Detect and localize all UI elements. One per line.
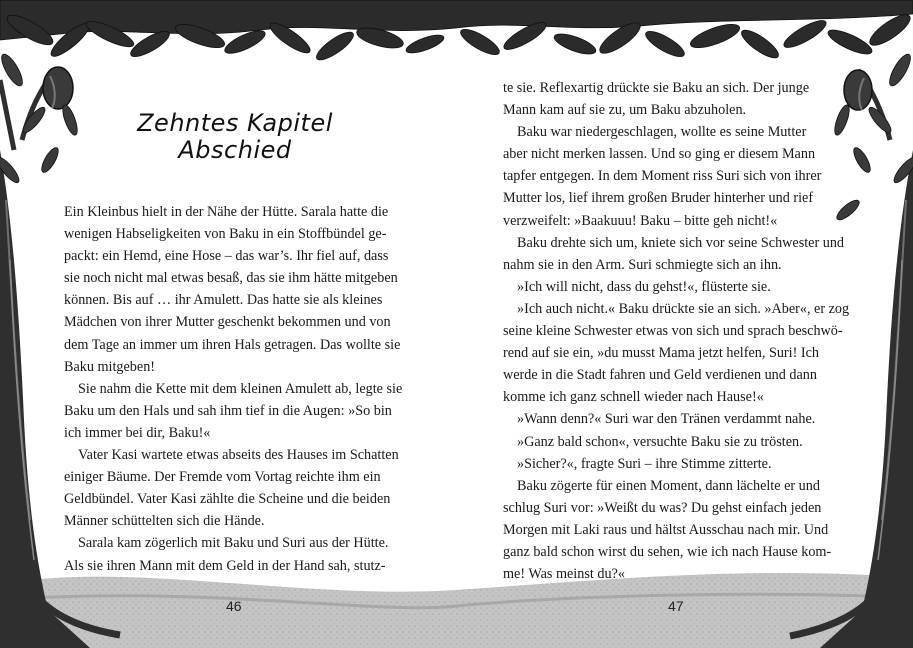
text-line: »Ganz bald schon«, versuchte Baku sie zu trösten. xyxy=(517,433,803,450)
text-line: Baku war niedergeschlagen, wollte es seine Mutter xyxy=(517,124,807,141)
text-line: Baku drehte sich um, kniete sich vor seine Schwester und xyxy=(517,234,845,251)
text-line: nahm sie in den Arm. Suri schmiegte sich an ihn. xyxy=(503,256,782,273)
text-line: komme ich ganz schnell wieder nach Hause!« xyxy=(503,389,764,406)
text-line: seine kleine Schwester etwas von sich und sprach beschwö- xyxy=(503,323,843,340)
text-line: ich immer bei dir, Baku!« xyxy=(64,424,211,441)
text-line: »Wann denn?« Suri war den Tränen verdammt nahe. xyxy=(517,411,816,428)
text-line: »Sicher?«, fragte Suri – ihre Stimme zitterte. xyxy=(517,455,772,472)
text-line: Mutter los, lief ihrem großen Bruder hinterher und rief xyxy=(503,190,814,207)
text-line: Mädchen von ihrer Mutter geschenkt bekommen und von xyxy=(64,314,391,331)
text-line: Baku mitgeben! xyxy=(64,358,156,375)
text-line: dem Tage an immer um ihren Hals getragen. Das wollte sie xyxy=(64,336,401,353)
right-body-text xyxy=(503,77,853,585)
page-number: 47 xyxy=(668,598,684,614)
text-line: können. Bis auf … ihr Amulett. Das hatte sie als kleines xyxy=(64,292,383,309)
text-line: Baku um den Hals und sah ihm tief in die Augen: »So bin xyxy=(64,402,392,419)
text-line: aber nicht merken lassen. Und so ging er diesem Mann xyxy=(503,146,816,163)
text-line: Ein Kleinbus hielt in der Nähe der Hütte. Sarala hatte die xyxy=(64,204,389,220)
text-line: ganz bald schon wirst du sehen, wie ich nach Hause kom- xyxy=(503,543,832,560)
text-line: verzweifelt: »Baakuuu! Baku – bitte geh nicht!« xyxy=(503,212,778,229)
chapter-title: Zehntes Kapitel xyxy=(137,109,333,137)
text-line: schlug Suri vor: »Weißt du was? Du gehst einfach jeden xyxy=(503,499,822,516)
text-line: Morgen mit Laki raus und hältst Ausschau nach mir. Und xyxy=(503,521,829,538)
chapter-subtitle: Abschied xyxy=(178,136,292,164)
text-line: Sarala kam zögerlich mit Baku und Suri aus der Hütte. xyxy=(78,535,389,552)
text-line: sie noch nicht mal etwas besaß, das sie ihm hätte mitgeben xyxy=(64,270,398,287)
text-line: packt: ein Hemd, eine Hose – das war’s. Ihr fiel auf, dass xyxy=(64,248,389,265)
text-line: wenigen Habseligkeiten von Baku in ein Stoffbündel ge- xyxy=(64,226,387,243)
text-line: Baku zögerte für einen Moment, dann lächelte er und xyxy=(517,477,820,494)
text-line: rend auf sie ein, »du musst Mama jetzt helfen, Suri! Ich xyxy=(503,345,819,362)
text-line: Männer schüttelten sich die Hände. xyxy=(64,513,265,530)
text-line: Sie nahm die Kette mit dem kleinen Amulett ab, legte sie xyxy=(78,380,403,397)
text-line: Vater Kasi wartete etwas abseits des Hauses im Schatten xyxy=(78,447,399,464)
text-line: me! Was meinst du?« xyxy=(503,566,625,583)
text-line: tapfer entgegen. In dem Moment riss Suri sich von ihrer xyxy=(503,168,822,185)
text-line: Geldbündel. Vater Kasi zählte die Scheine und die beiden xyxy=(64,491,391,508)
left-body-text xyxy=(64,201,409,577)
left-page xyxy=(0,0,456,648)
text-line: Mann kam auf sie zu, um Baku abzuholen. xyxy=(503,102,747,119)
right-page xyxy=(456,0,913,648)
page-number: 46 xyxy=(226,598,242,614)
text-line: »Ich auch nicht.« Baku drückte sie an sich. »Aber«, er zog xyxy=(517,300,850,317)
chapter-heading xyxy=(120,110,350,164)
text-line: werde in die Stadt fahren und Geld verdienen und dann xyxy=(503,367,817,384)
text-line: Als sie ihren Mann mit dem Geld in der Hand sah, stutz- xyxy=(64,557,386,574)
text-line: einiger Bäume. Der Fremde vom Vortag reichte ihm ein xyxy=(64,469,381,486)
text-line: te sie. Reflexartig drückte sie Baku an sich. Der junge xyxy=(503,80,810,96)
text-line: »Ich will nicht, dass du gehst!«, flüsterte sie. xyxy=(517,278,771,295)
